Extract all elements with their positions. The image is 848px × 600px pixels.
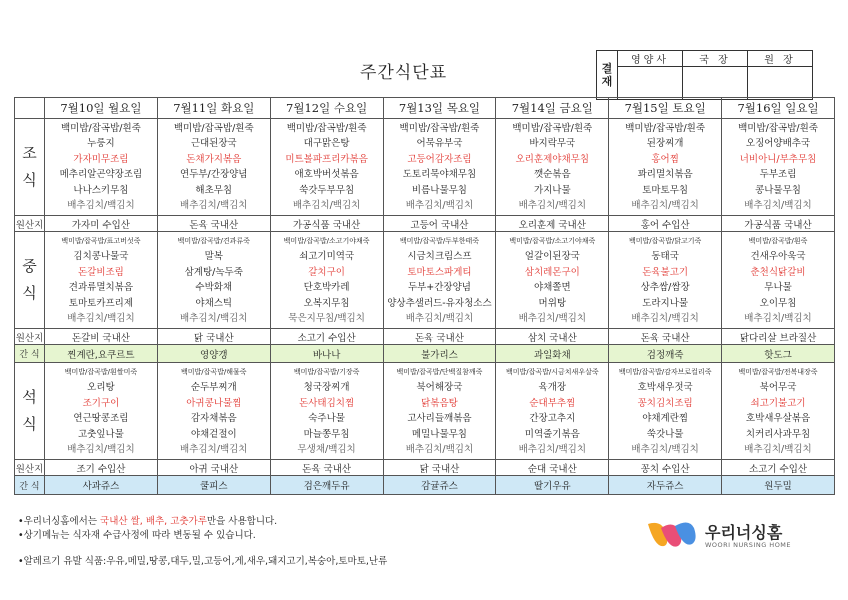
signature-cell (683, 67, 748, 100)
menu-item: 삼계탕/녹두죽 (184, 266, 243, 278)
menu-item: 춘천식닭갈비 (750, 266, 806, 278)
menu-item: 치커리사과무침 (745, 428, 811, 440)
origin-cell: 가공식품 국내산 (722, 216, 835, 232)
menu-item: 백미밥/잡곡밥/흰죽 (512, 122, 593, 134)
lunch-cell (383, 232, 496, 329)
origin-label: 원산지 (15, 460, 45, 476)
menu-item: 도토리묵야채무침 (402, 169, 477, 180)
lunch-cell (609, 232, 722, 329)
menu-item: 머위탕 (538, 297, 567, 309)
lunch-row (15, 232, 835, 329)
snack-cell: 검은깨두유 (270, 476, 383, 495)
menu-item: 쑥갓나물 (646, 428, 684, 440)
menu-item: 상추쌈/쌈장 (640, 282, 690, 293)
menu-item: 삼치레몬구이 (524, 266, 580, 278)
allergy-note: •알레르기 유발 식품:우유,메밀,땅콩,대두,밀,고등어,게,새우,돼지고기,복숭아,토마토,난류 (18, 556, 388, 567)
menu-item: 얼갈이된장국 (524, 251, 580, 262)
menu-item: 쇠고기불고기 (750, 397, 806, 409)
menu-item: 돈채가지볶음 (186, 153, 242, 165)
menu-item: 나나스키무침 (73, 184, 129, 196)
menu-item: 백미밥/잡곡밥/견과류죽 (177, 236, 250, 245)
snack-cell: 자두쥬스 (609, 476, 722, 495)
lunch-cell (270, 232, 383, 329)
menu-item: 도라지나물 (642, 297, 689, 309)
menu-item: 배추김치/백김치 (518, 200, 587, 211)
snack-cell: 찐계란,요쿠르트 (45, 345, 158, 363)
menu-item: 백미밥/잡곡밥/전복내장죽 (738, 367, 818, 376)
origin-cell: 오리훈제 국내산 (496, 216, 609, 232)
menu-item: 순두부찌개 (190, 382, 237, 393)
menu-item: 고사리들깨볶음 (407, 413, 472, 424)
menu-item: 양상추샐러드-유자청소스 (387, 297, 492, 309)
menu-item: 누룽지 (87, 138, 115, 149)
origin-cell: 돈갈비 국내산 (45, 329, 158, 345)
menu-item: 야채겉절이 (190, 428, 237, 440)
menu-item: 백미밥/잡곡밥/소고기야채죽 (509, 236, 596, 245)
origin-cell: 꽁치 수입산 (609, 460, 722, 476)
menu-item: 근대된장국 (190, 138, 237, 149)
menu-item: 백미밥/잡곡밥/흰죽 (173, 122, 254, 134)
menu-item: 대구맑은탕 (303, 138, 350, 149)
dinner-cell (496, 363, 609, 460)
menu-item: 수박화채 (195, 282, 233, 293)
origin-cell: 가공식품 국내산 (270, 216, 383, 232)
breakfast-cell (496, 119, 609, 216)
lunch-origin-row (15, 329, 835, 345)
menu-item: 숙주나물 (308, 413, 345, 424)
menu-item: 오복지무침 (303, 297, 350, 309)
dinner-cell (157, 363, 270, 460)
breakfast-cell (45, 119, 158, 216)
menu-item: 건새우아욱국 (750, 251, 806, 262)
menu-item: 배추김치/백김치 (405, 313, 474, 324)
menu-item: 말복 (204, 251, 223, 262)
menu-item: 미역줄기볶음 (524, 428, 580, 440)
signature-cell (748, 67, 813, 100)
menu-item: 마늘쫑무침 (303, 428, 350, 440)
menu-item: 조기구이 (82, 397, 120, 409)
menu-item: 가지나물 (533, 184, 571, 196)
snack-cell: 핫도그 (722, 345, 835, 363)
approval-header: 원 장 (748, 51, 813, 67)
origin-cell: 고등어 국내산 (383, 216, 496, 232)
origin-cell: 삼치 국내산 (496, 329, 609, 345)
breakfast-label: 조 식 (15, 119, 45, 216)
menu-item: 오리탕 (87, 382, 115, 393)
lunch-label: 중 식 (15, 232, 45, 329)
menu-item: 야채쫄면 (533, 282, 571, 293)
snack1-row (15, 345, 835, 363)
snack2-row (15, 476, 835, 495)
day-header: 7월16일 일요일 (722, 98, 835, 119)
origin-label: 원산지 (15, 216, 45, 232)
origin-cell: 돈육 국내산 (157, 216, 270, 232)
menu-item: 배추김치/백김치 (405, 200, 474, 211)
menu-item: 백미밥/잡곡밥/시금치새우살죽 (505, 367, 599, 376)
menu-item: 배추김치/백김치 (180, 200, 248, 211)
menu-item: 콩나물무침 (755, 184, 801, 196)
dinner-cell (383, 363, 496, 460)
menu-item: 메밀나물무침 (411, 428, 467, 440)
menu-item: 육개장 (538, 382, 567, 393)
menu-item: 너비아니/부추무침 (739, 153, 817, 165)
origin-cell: 소고기 수입산 (270, 329, 383, 345)
breakfast-cell (157, 119, 270, 216)
menu-item: 야채계란찜 (642, 413, 689, 424)
breakfast-cell (609, 119, 722, 216)
menu-item: 백미밥/잡곡밥/흰죽 (625, 122, 706, 134)
origin-cell: 홍어 수입산 (609, 216, 722, 232)
signature-cell (618, 67, 683, 100)
menu-item: 꽈리멸치볶음 (637, 169, 693, 180)
menu-item: 갈치구이 (308, 266, 345, 278)
origin-cell: 아귀 국내산 (157, 460, 270, 476)
menu-item: 백미밥/잡곡밥/흰죽 (748, 236, 808, 245)
menu-item: 백미밥/잡곡밥/해물죽 (180, 367, 247, 376)
origin-cell: 닭 국내산 (383, 460, 496, 476)
menu-item: 돈사태김치찜 (299, 397, 355, 409)
menu-item: 백미밥/잡곡밥/흰죽 (738, 122, 818, 134)
day-header: 7월15일 토요일 (609, 98, 722, 119)
menu-item: 백미밥/잡곡밥/두부한태죽 (399, 236, 479, 245)
snack-cell: 영양갱 (157, 345, 270, 363)
logo-name: 우리너싱홈 (705, 523, 783, 542)
snack-cell: 불가리스 (383, 345, 496, 363)
menu-item: 닭볶음탕 (421, 397, 458, 409)
menu-item: 쇠고기미역국 (299, 251, 355, 262)
menu-item: 해초무침 (195, 184, 233, 196)
origin-cell: 돈육 국내산 (383, 329, 496, 345)
menu-item: 배추김치/백김치 (67, 444, 135, 455)
menu-item: 간장고추지 (529, 413, 576, 424)
menu-item: 단호박카레 (303, 282, 350, 293)
menu-item: 꽁치김치조림 (637, 397, 693, 409)
menu-item: 배추김치/백김치 (631, 313, 699, 324)
menu-item: 백미밥/잡곡밥/흰죽 (61, 122, 141, 134)
breakfast-row (15, 119, 835, 216)
menu-item: 오이무침 (759, 297, 797, 309)
snack-cell: 쿨피스 (157, 476, 270, 495)
menu-item: 배추김치/백김치 (744, 444, 812, 455)
menu-item: 토마토무침 (642, 184, 689, 196)
menu-item: 깻순볶음 (533, 169, 571, 180)
menu-item: 북어해장국 (416, 382, 463, 393)
origin-label: 원산지 (15, 329, 45, 345)
snack-cell: 바나나 (270, 345, 383, 363)
corner-cell (15, 98, 45, 119)
origin-cell: 조기 수입산 (45, 460, 158, 476)
menu-item: 백미밥/잡곡밥/흰죽 (399, 122, 480, 134)
approval-header: 영양사 (618, 51, 683, 67)
menu-item: 고등어감자조림 (407, 153, 472, 165)
lunch-cell (722, 232, 835, 329)
menu-item: 배추김치/백김치 (67, 313, 135, 324)
origin-cell: 돈육 국내산 (270, 460, 383, 476)
menu-item: 김치콩나물국 (73, 251, 129, 262)
menu-item: 비름나물무침 (411, 184, 467, 196)
breakfast-cell (383, 119, 496, 216)
menu-item: 미트볼파프리카볶음 (285, 153, 368, 165)
menu-item: 연근땅콩조림 (73, 413, 129, 424)
menu-item: 백미밥/잡곡밥/기장죽 (293, 367, 360, 376)
logo-icon (645, 518, 701, 552)
menu-item: 돈갈비조림 (77, 266, 124, 278)
dinner-cell (45, 363, 158, 460)
menu-item: 무생채/백김치 (297, 444, 356, 455)
dinner-row (15, 363, 835, 460)
dinner-cell (270, 363, 383, 460)
menu-item: 토마토카프리제 (68, 297, 134, 309)
menu-item: 백미밥/잡곡밥/감자브로컬리죽 (618, 367, 712, 376)
menu-item: 견과류멸치볶음 (68, 282, 134, 293)
menu-item: 홍어찜 (651, 153, 679, 165)
day-header-row (15, 98, 835, 119)
breakfast-origin-row (15, 216, 835, 232)
approval-header: 국 장 (683, 51, 748, 67)
approval-box (596, 50, 813, 100)
origin-cell: 닭다리살 브라질산 (722, 329, 835, 345)
menu-item: 두부+간장양념 (407, 282, 471, 293)
weekly-menu-table (14, 97, 835, 495)
day-header: 7월10일 월요일 (45, 98, 158, 119)
menu-item: 백미밥/잡곡밥/표고버섯죽 (61, 236, 141, 245)
day-header: 7월13일 목요일 (383, 98, 496, 119)
origin-cell: 순대 국내산 (496, 460, 609, 476)
snack-cell: 검정깨죽 (609, 345, 722, 363)
menu-item: 백미밥/잡곡밥/닭고기죽 (628, 236, 702, 245)
dinner-origin-row (15, 460, 835, 476)
note-change: •상기메뉴는 식자재 수급사정에 따라 변동될 수 있습니다. (18, 530, 256, 541)
dinner-cell (609, 363, 722, 460)
origin-cell: 닭 국내산 (157, 329, 270, 345)
menu-item: 북어무국 (759, 382, 797, 393)
menu-item: 호박새우젓국 (637, 382, 693, 393)
menu-item: 오리훈제야채무침 (515, 153, 589, 165)
menu-item: 애호박버섯볶음 (294, 169, 359, 180)
menu-item: 시금치크림스프 (407, 251, 472, 262)
logo-subtitle: WOORI NURSING HOME (705, 541, 792, 549)
menu-item: 무나물 (764, 282, 792, 293)
menu-item: 메추리알곤약장조림 (59, 169, 143, 180)
approval-label: 결재 (597, 51, 618, 100)
dinner-cell (722, 363, 835, 460)
menu-item: 배추김치/백김치 (744, 200, 812, 211)
snack-cell: 감귤쥬스 (383, 476, 496, 495)
menu-item: 백미밥/잡곡밥/흰쌀미죽 (64, 367, 138, 376)
menu-item: 백미밥/잡곡밥/소고기야채죽 (283, 236, 370, 245)
lunch-cell (45, 232, 158, 329)
snack-cell: 사과쥬스 (45, 476, 158, 495)
snack-cell: 원두밀 (722, 476, 835, 495)
menu-item: 백미밥/잡곡밥/흰죽 (286, 122, 367, 134)
menu-item: 야채스틱 (195, 297, 233, 309)
menu-item: 배추김치/백김치 (292, 200, 361, 211)
note-ingredients: •우리너싱홈에서는 국내산 쌀, 배추, 고춧가루만을 사용합니다. (18, 516, 278, 527)
menu-item: 고춧잎나물 (77, 428, 124, 440)
menu-item: 묵은지무침/백김치 (288, 313, 365, 324)
menu-item: 배추김치/백김치 (405, 444, 474, 455)
origin-cell: 돈육 국내산 (609, 329, 722, 345)
menu-item: 어묵유부국 (416, 138, 463, 149)
lunch-cell (157, 232, 270, 329)
menu-item: 배추김치/백김치 (518, 444, 587, 455)
menu-item: 연두부/간장양념 (180, 169, 248, 180)
day-header: 7월12일 수요일 (270, 98, 383, 119)
dinner-label: 석 식 (15, 363, 45, 460)
brand-logo (645, 518, 835, 552)
menu-item: 동태국 (651, 251, 679, 262)
menu-item: 배추김치/백김치 (631, 444, 699, 455)
snack-label: 간 식 (15, 345, 45, 363)
breakfast-cell (270, 119, 383, 216)
menu-item: 감자채볶음 (190, 413, 237, 424)
breakfast-cell (722, 119, 835, 216)
menu-item: 쑥갓두부무침 (299, 184, 355, 196)
origin-cell: 소고기 수입산 (722, 460, 835, 476)
menu-item: 배추김치/백김치 (744, 313, 812, 324)
menu-item: 청국장찌개 (303, 382, 350, 393)
menu-item: 순대부추찜 (529, 397, 576, 409)
menu-item: 배추김치/백김치 (631, 200, 699, 211)
menu-item: 배추김치/백김치 (180, 313, 248, 324)
day-header: 7월11일 화요일 (157, 98, 270, 119)
snack-cell: 딸기우유 (496, 476, 609, 495)
page-title: 주간식단표 (360, 63, 448, 83)
snack-label: 간 식 (15, 476, 45, 495)
origin-cell: 가자미 수입산 (45, 216, 158, 232)
lunch-cell (496, 232, 609, 329)
menu-item: 토마토스파게티 (407, 266, 472, 278)
menu-item: 백미밥/잡곡밥/단백질참깨죽 (396, 367, 483, 376)
day-header: 7월14일 금요일 (496, 98, 609, 119)
menu-item: 두부조림 (759, 169, 797, 180)
menu-item: 배추김치/백김치 (180, 444, 248, 455)
menu-item: 된장찌개 (646, 138, 684, 149)
menu-item: 돈육불고기 (642, 266, 689, 278)
notes (18, 515, 277, 543)
menu-item: 호박새우살볶음 (745, 413, 811, 424)
menu-item: 가자미무조림 (73, 153, 129, 165)
menu-item: 바지락무국 (529, 138, 576, 149)
snack-cell: 과일화채 (496, 345, 609, 363)
menu-item: 아귀콩나물찜 (186, 397, 242, 409)
menu-item: 배추김치/백김치 (67, 200, 135, 211)
menu-item: 배추김치/백김치 (518, 313, 587, 324)
menu-item: 오징어양배추국 (745, 138, 811, 149)
